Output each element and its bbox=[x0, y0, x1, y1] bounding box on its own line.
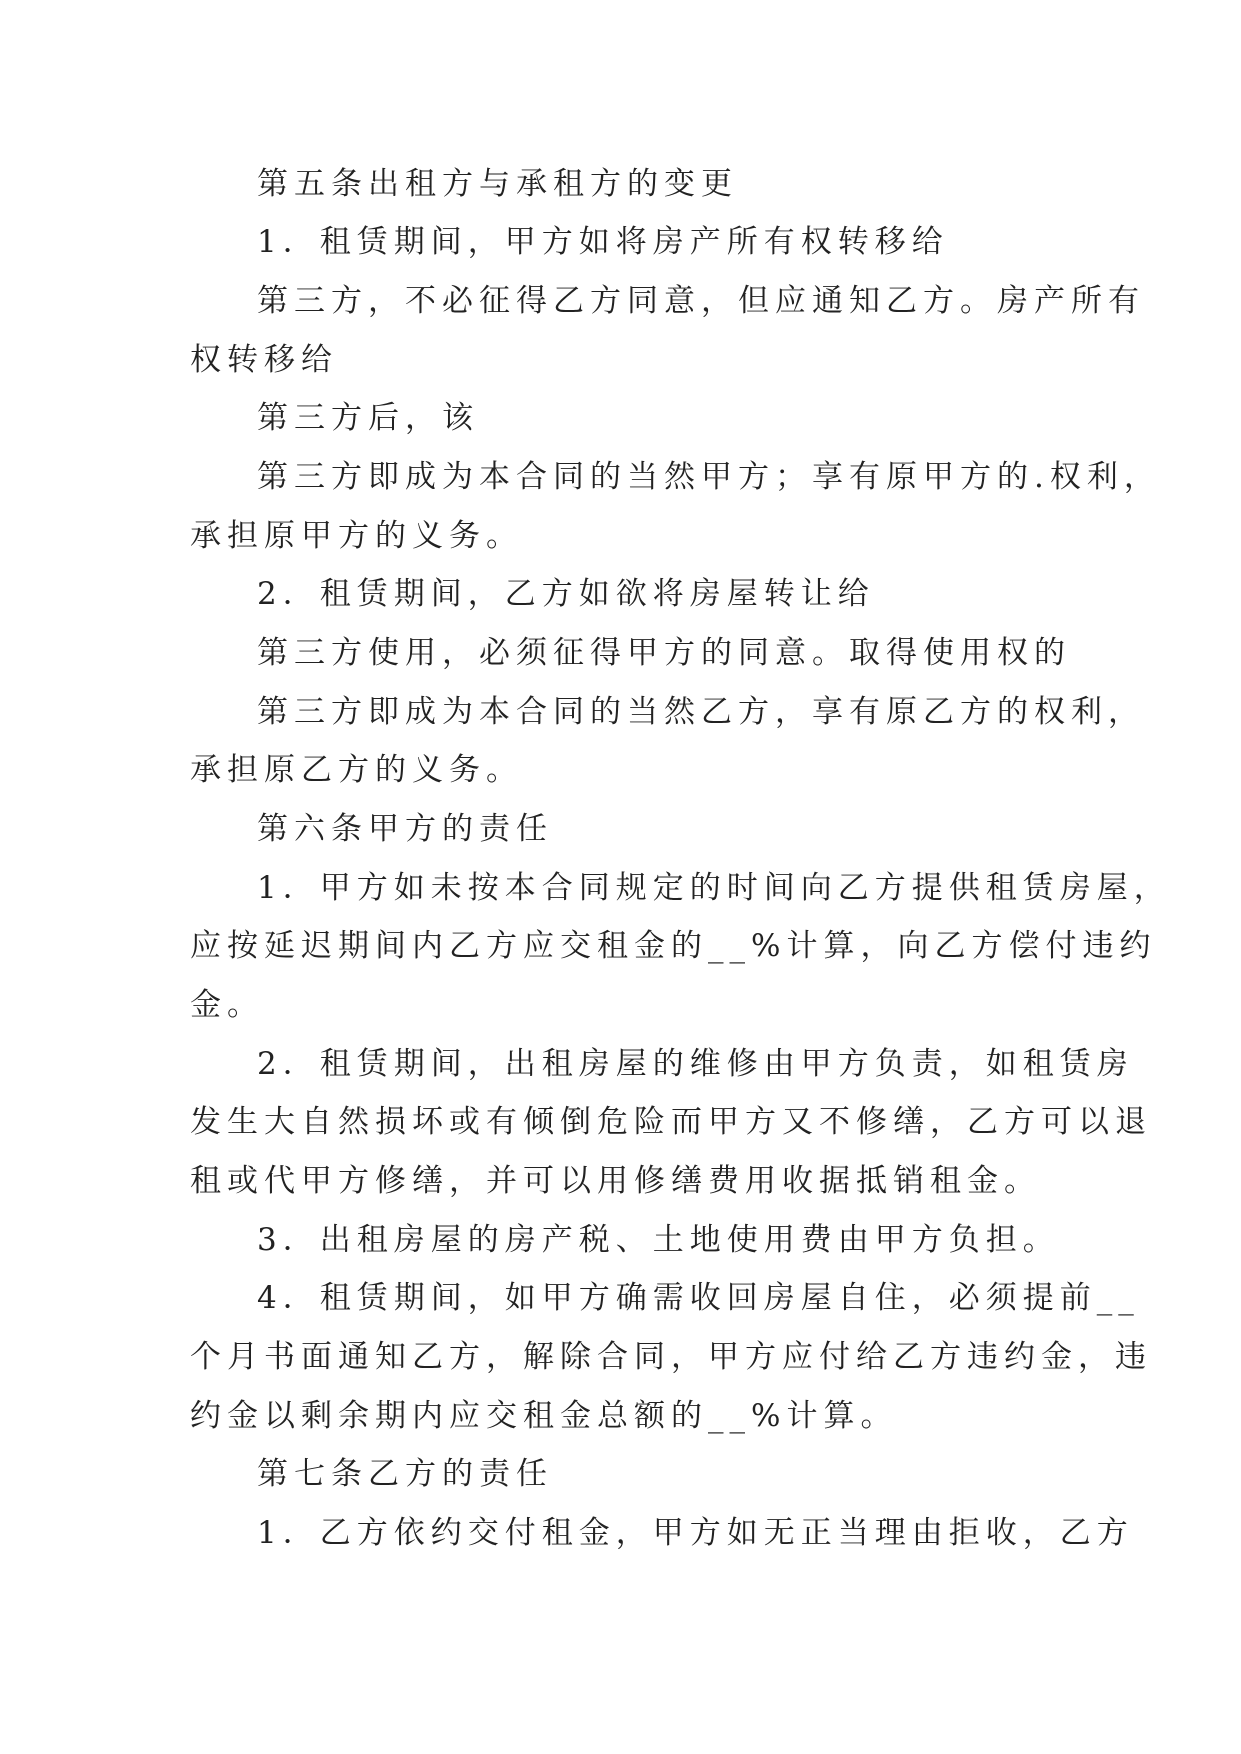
paragraph-line: 3．出租房屋的房产税、土地使用费由甲方负担。 bbox=[257, 1222, 1060, 1258]
paragraph-line: 1．租赁期间，甲方如将房产所有权转移给 bbox=[257, 224, 949, 260]
paragraph-line: 发生大自然损坏或有倾倒危险而甲方又不修缮，乙方可以退 bbox=[190, 1104, 1152, 1140]
paragraph-line: 承担原乙方的义务。 bbox=[190, 752, 523, 788]
paragraph-line: 承担原甲方的义务。 bbox=[190, 518, 523, 554]
paragraph-line: 租或代甲方修缮，并可以用修缮费用收据抵销租金。 bbox=[190, 1163, 1041, 1199]
paragraph-line: 2．租赁期间，出租房屋的维修由甲方负责，如租赁房 bbox=[257, 1046, 1134, 1082]
paragraph-line: 应按延迟期间内乙方应交租金的__%计算，向乙方偿付违约 bbox=[190, 928, 1157, 964]
paragraph-line: 个月书面通知乙方，解除合同，甲方应付给乙方违约金，违 bbox=[190, 1339, 1152, 1375]
paragraph-line: 第三方使用，必须征得甲方的同意。取得使用权的 bbox=[257, 635, 1071, 671]
paragraph-line: 第三方，不必征得乙方同意，但应通知乙方。房产所有 bbox=[257, 283, 1145, 319]
section-heading-6: 第六条甲方的责任 bbox=[257, 811, 553, 847]
paragraph-line: 权转移给 bbox=[190, 342, 338, 378]
section-heading-5: 第五条出租方与承租方的变更 bbox=[257, 166, 738, 202]
paragraph-line: 4．租赁期间，如甲方确需收回房屋自住，必须提前__ bbox=[257, 1280, 1140, 1316]
paragraph-line: 第三方即成为本合同的当然甲方；享有原甲方的.权利， bbox=[257, 459, 1161, 495]
paragraph-line: 金。 bbox=[190, 987, 264, 1023]
paragraph-line: 2．租赁期间，乙方如欲将房屋转让给 bbox=[257, 576, 875, 612]
paragraph-line: 第三方即成为本合同的当然乙方，享有原乙方的权利， bbox=[257, 694, 1145, 730]
paragraph-line: 1．乙方依约交付租金，甲方如无正当理由拒收，乙方 bbox=[257, 1515, 1134, 1551]
paragraph-line: 1．甲方如未按本合同规定的时间向乙方提供租赁房屋， bbox=[257, 870, 1171, 906]
section-heading-7: 第七条乙方的责任 bbox=[257, 1456, 553, 1492]
paragraph-line: 第三方后，该 bbox=[257, 400, 479, 436]
paragraph-line: 约金以剩余期内应交租金总额的__%计算。 bbox=[190, 1398, 898, 1434]
